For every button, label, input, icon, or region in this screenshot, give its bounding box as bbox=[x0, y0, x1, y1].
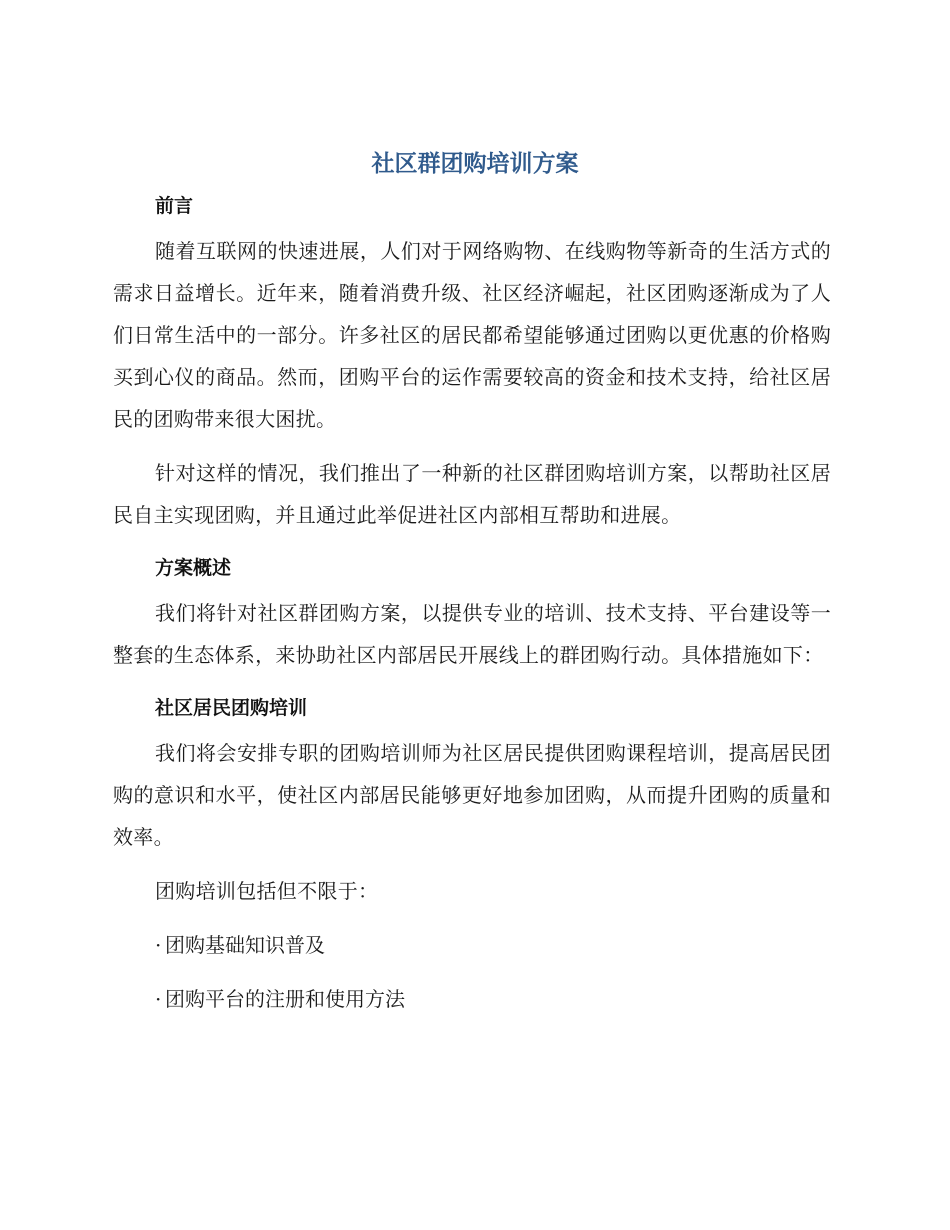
list-item-text: 团购基础知识普及 bbox=[165, 933, 325, 957]
paragraph: 针对这样的情况，我们推出了一种新的社区群团购培训方案，以帮助社区居民自主实现团购，并且通过此举促进社区内部相互帮助和进展。 bbox=[113, 461, 831, 527]
section-heading-preface: 前言 bbox=[155, 195, 194, 217]
section-heading-overview: 方案概述 bbox=[155, 557, 232, 579]
paragraph: 随着互联网的快速进展，人们对于网络购物、在线购物等新奇的生活方式的需求日益增长。近年来，随着消费升级、社区经济崛起，社区团购逐渐成为了人们日常生活中的一部分。许多社区的居民都希望能够通过团购以更优惠的价格购买到心仪的商品。然而，团购平台的运作需要较高的资金和技术支持，给社区居民的团购带来很大困扰。 bbox=[113, 239, 831, 431]
bullet-dot-icon: · bbox=[155, 933, 162, 957]
document-body bbox=[113, 190, 831, 1020]
paragraph: 团购培训包括但不限于： bbox=[155, 879, 379, 903]
bullet-dot-icon: · bbox=[155, 987, 162, 1011]
document-title: 社区群团购培训方案 bbox=[371, 151, 579, 177]
list-item bbox=[113, 978, 831, 1020]
list-item-text: 团购平台的注册和使用方法 bbox=[165, 987, 405, 1011]
paragraph: 我们将会安排专职的团购培训师为社区居民提供团购课程培训，提高居民团购的意识和水平，使社区内部居民能够更好地参加团购，从而提升团购的质量和效率。 bbox=[113, 741, 831, 849]
paragraph: 我们将针对社区群团购方案，以提供专业的培训、技术支持、平台建设等一整套的生态体系，来协助社区内部居民开展线上的群团购行动。具体措施如下： bbox=[113, 601, 831, 667]
section-heading-training: 社区居民团购培训 bbox=[155, 697, 308, 719]
list-item bbox=[113, 924, 831, 966]
